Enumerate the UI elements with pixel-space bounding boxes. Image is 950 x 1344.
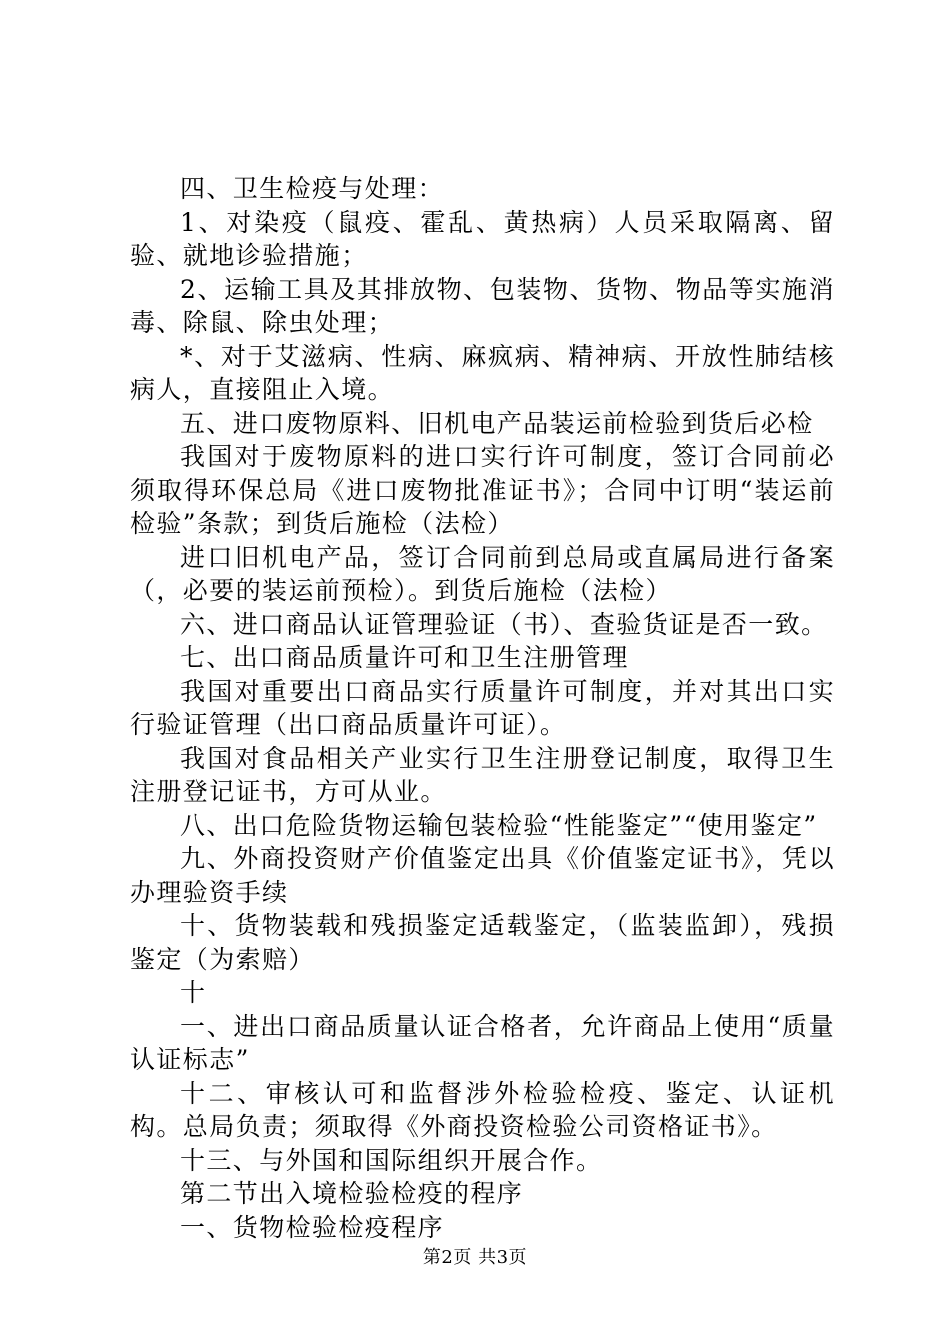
paragraph-used-electromechanical: 进口旧机电产品，签订合同前到总局或直属局进行备案（，必要的装运前预检）。到货后施检（法检） [130,542,835,605]
paragraph-section-6: 六、进口商品认证管理验证（书）、查验货证是否一致。 [180,609,828,639]
paragraph-health-quarantine-heading: 四、卫生检疫与处理： [180,174,445,203]
paragraph-section-12: 十二、审核认可和监督涉外检验检疫、鉴定、认证机构。总局负责；须取得《外商投资检验公司资格证书》。 [130,1078,835,1141]
paragraph-item-1: 1、对染疫（鼠疫、霍乱、黄热病）人员采取隔离、留验、就地诊验措施； [130,207,835,270]
paragraph-health-registration: 我国对食品相关产业实行卫生注册登记制度，取得卫生注册登记证书，方可从业。 [130,743,835,806]
paragraph-waste-materials: 我国对于废物原料的进口实行许可制度，签订合同前必须取得环保总局《进口废物批准证书》；合同中订明“装运前检验”条款；到货后施检（法检） [130,442,835,538]
paragraph-section-7-heading: 七、出口商品质量许可和卫生注册管理 [180,643,629,672]
paragraph-section-8: 八、出口危险货物运输包装检验“性能鉴定”“使用鉴定” [180,810,818,840]
paragraph-section-11: 一、进出口商品质量认证合格者，允许商品上使用“质量认证标志” [130,1011,835,1074]
paragraph-chapter-2-heading: 第二节出入境检验检疫的程序 [180,1179,524,1208]
paragraph-quality-license: 我国对重要出口商品实行质量许可制度，并对其出口实行验证管理（出口商品质量许可证）。 [130,676,835,739]
paragraph-item-2: 2、运输工具及其排放物、包装物、货物、物品等实施消毒、除鼠、除虫处理； [130,274,835,337]
paragraph-section-9: 九、外商投资财产价值鉴定出具《价值鉴定证书》，凭以办理验资手续 [130,844,835,907]
paragraph-section-13: 十三、与外国和国际组织开展合作。 [180,1145,603,1175]
paragraph-section-5-heading: 五、进口废物原料、旧机电产品装运前检验到货后必检 [180,408,814,438]
paragraph-section-10: 十、货物装载和残损鉴定适载鉴定，（监装监卸），残损鉴定（为索赔） [130,911,835,974]
paragraph-section-11-prefix: 十 [180,978,207,1007]
paragraph-cargo-procedure-heading: 一、货物检验检疫程序 [180,1212,445,1242]
page-number-footer: 第2页 共3页 [422,1247,528,1268]
document-body [130,172,835,1244]
paragraph-item-star: *、对于艾滋病、性病、麻疯病、精神病、开放性肺结核病人，直接阻止入境。 [130,341,835,404]
